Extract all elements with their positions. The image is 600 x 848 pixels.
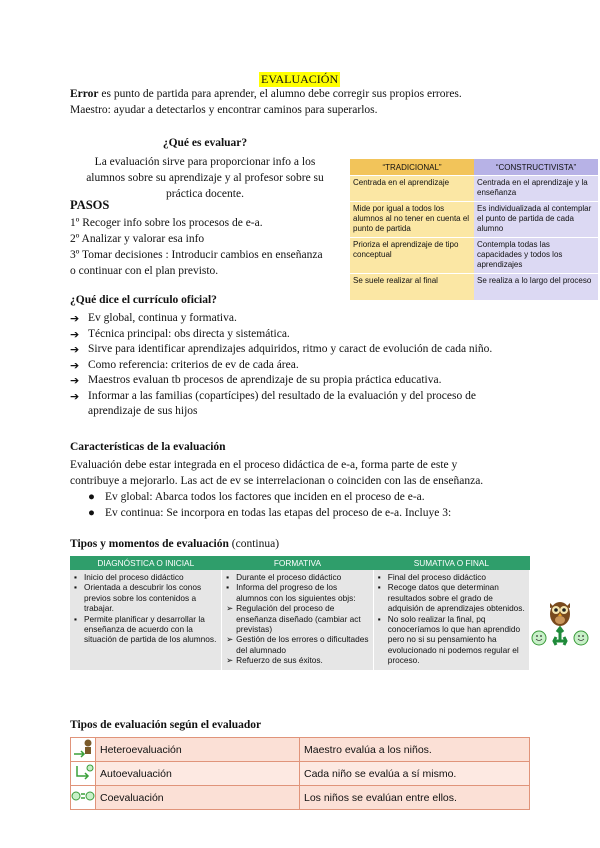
arrow-icon: ➔ [70,312,80,325]
paso-line: 3º Tomar decisiones : Introducir cambios en enseñanza [70,249,323,261]
autoevaluacion-label: Autoevaluación [96,762,300,786]
list-item: ➔ Maestros evaluan tb procesos de aprendizaje de su propia práctica educativa. [70,374,442,387]
que-es-heading: ¿Qué es evaluar? [162,137,248,149]
table-cell: Centrada en el aprendizaje y la enseñanza [474,176,598,202]
bullet-icon: ● [88,491,95,503]
list-item: ▪ No solo realizar la final, pq conoceríamos lo que han aprendido pero no si su pensamiento ha evolucionado ni podemos regular el proceso. [377,613,521,666]
list-item: ▪ Informa del progreso de los alumnos con los siguientes objs: [226,582,356,603]
diagnostica-header: DIAGNÓSTICA O INICIAL [70,556,222,570]
text-line: contribuye a mejorarlo. Las act de ev se interrelacionan o coinciden con las de enseñanza. [70,475,484,487]
diagnostica-cell [70,570,222,670]
list-item: ▪ Inicio del proceso didáctico [74,572,184,582]
formativa-header: FORMATIVA [222,556,374,570]
table-cell: Contempla todas las capacidades y todos los aprendizajes [474,238,598,274]
tradicional-header: “TRADICIONAL” [350,159,474,176]
table-cell: Prioriza el aprendizaje de tipo conceptual [350,238,474,274]
heteroevaluacion-label: Heteroevaluación [96,738,300,762]
que-es-line: práctica docente. [166,188,244,200]
table-row [71,762,530,786]
pasos-list [70,215,323,279]
sumativa-header: SUMATIVA O FINAL [373,556,529,570]
list-item-continuation: aprendizaje de sus hijos [88,405,198,417]
intro-error-line [70,88,462,100]
list-item: ➔ Sirve para identificar aprendizajes adquiridos, ritmo y caract de evolución de cada niño. [70,343,493,356]
evaluador-table [70,737,530,810]
list-item: ▪ Permite planificar y desarrollar la enseñanza de acuerdo con la situación de partida de los alumnos. [74,613,217,645]
intro-maestro-line: Maestro: ayudar a detectarlos y encontrar caminos para superarlos. [70,104,378,116]
error-text: es punto de partida para aprender, el alumno debe corregir sus propios errores. [98,88,462,100]
autoevaluacion-icon [71,762,96,786]
caracteristicas-bullets [70,489,451,521]
list-item: ▪ Durante el proceso didáctico [226,572,342,582]
table-cell: Se realiza a lo largo del proceso [474,274,598,300]
paso-line: o continuar con el plan previsto. [70,265,219,277]
caracteristicas-heading: Características de la evaluación [70,441,226,453]
list-item: ➢ Regulación del proceso de enseñanza diseñado (cambiar act previstas) [226,603,361,635]
curriculo-list [70,311,492,420]
evaluador-heading: Tipos de evaluación según el evaluador [70,719,262,731]
list-item: ➔ Informar a las familias (copartícipes) del resultado de la evaluación y del proceso de [70,389,476,403]
curriculo-heading: ¿Qué dice el currículo oficial? [70,294,217,306]
que-es-line: La evaluación sirve para proporcionar info a los [94,156,316,168]
list-item: ▪ Final del proceso didáctico [377,572,486,582]
table-cell: Mide por igual a todos los alumnos al no tener en cuenta el punto de partida [350,202,474,238]
pasos-heading: PASOS [70,198,110,212]
coevaluacion-icon [71,786,96,810]
error-word: Error [70,88,99,100]
page-title: EVALUACIÓN [261,72,339,86]
arrow-icon: ➔ [70,327,80,341]
formativa-cell [222,570,374,670]
list-item: ▪ Orientada a descubrir los conos previos sobre los contenidos a trabajar. [74,582,202,614]
sumativa-cell [373,570,529,670]
momentos-table [70,556,530,670]
que-es-text [70,154,340,202]
momentos-heading: Tipos y momentos de evaluación (continua) [70,538,280,550]
constructivista-header: “CONSTRUCTIVISTA” [474,159,598,176]
autoevaluacion-desc: Cada niño se evalúa a sí mismo. [300,762,530,786]
arrow-icon: ➔ [70,374,80,387]
text-line: Evaluación debe estar integrada en el proceso didáctica de e-a, forma parte de este y [70,459,458,471]
list-item: ➔ Técnica principal: obs directa y sistemática. [70,327,290,341]
list-item: ● Ev continua: Se incorpora en todas las etapas del proceso de e-a. Incluye 3: [88,507,452,519]
que-es-line: alumnos sobre su aprendizaje y al profesor sobre su [86,172,324,184]
paso-line: 2º Analizar y valorar esa info [70,233,205,245]
table-row [71,786,530,810]
heteroevaluacion-desc: Maestro evalúa a los niños. [300,738,530,762]
table-cell: Se suele realizar al final [350,274,474,300]
list-item: ➔ Como referencia: criterios de ev de cada área. [70,358,299,372]
list-item: ▪ Recoge datos que determinan resultados sobre el grado de adquisión de aprendizajes obtenidos. [377,582,525,614]
arrow-icon: ➔ [70,389,80,403]
smiley-arrows-icon [530,626,590,650]
tradicional-constructivista-table [350,159,598,300]
caracteristicas-text [70,457,483,489]
table-row [71,738,530,762]
coevaluacion-label: Coevaluación [96,786,300,810]
bullet-icon: ● [88,507,95,519]
paso-line: 1º Recoger info sobre los procesos de e-a. [70,217,263,229]
table-cell: Centrada en el aprendizaje [350,176,474,202]
heteroevaluacion-icon [71,738,96,762]
arrow-icon: ➔ [70,358,80,372]
list-item: ➢ Refuerzo de sus éxitos. [226,655,323,666]
list-item: ➔ Ev global, continua y formativa. [70,312,237,325]
table-cell: Es individualizada al contemplar el punto de partida de cada alumno [474,202,598,238]
coevaluacion-desc: Los niños se evalúan entre ellos. [300,786,530,810]
list-item: ➢ Gestión de los errores o dificultades del alumnado [226,634,369,655]
owl-icon [546,597,574,627]
arrow-icon: ➔ [70,343,80,356]
list-item: ● Ev global: Abarca todos los factores que inciden en el proceso de e-a. [88,491,425,503]
